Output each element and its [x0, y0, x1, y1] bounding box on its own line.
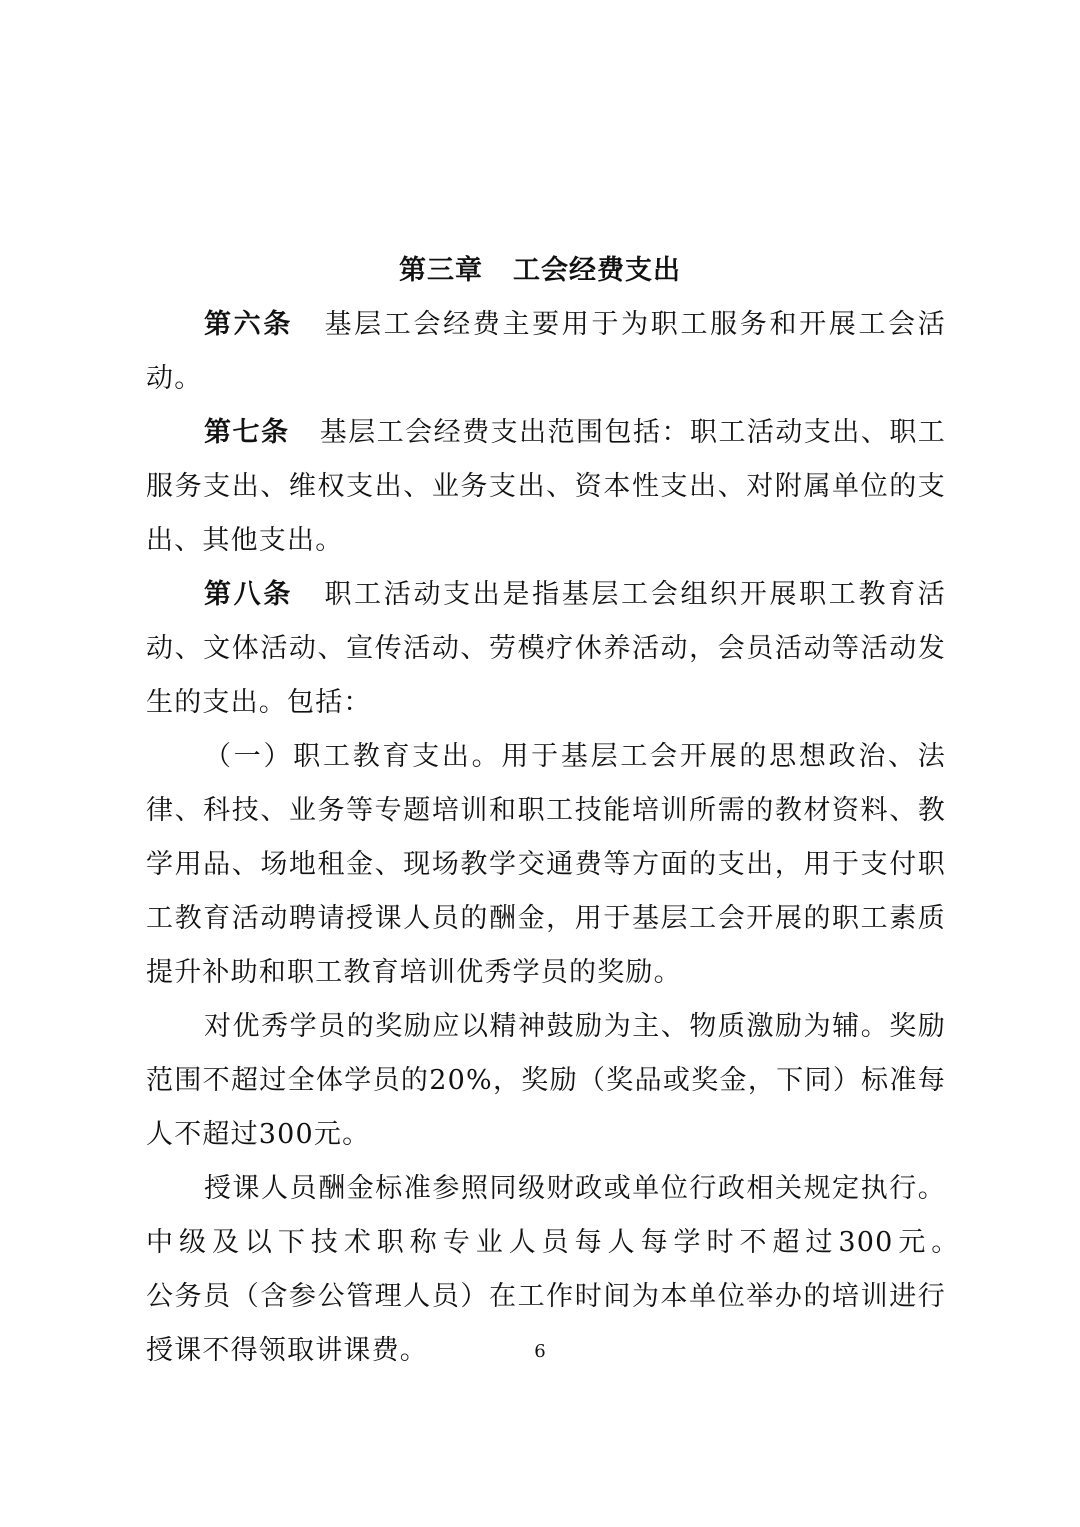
article-text: 职工活动支出是指基层工会组织开展职工教育活动、文体活动、宣传活动、劳模疗休养活动，会员活动等活动发生的支出。包括： [146, 579, 946, 718]
article-label: 第八条 [204, 579, 293, 610]
article-paragraph-8 [146, 568, 946, 730]
chapter-heading [0, 244, 1080, 298]
chapter-title-text: 工会经费支出 [513, 255, 681, 286]
article-label: 第七条 [204, 417, 290, 448]
reward-rule-paragraph [146, 1000, 946, 1162]
article-text: 基层工会经费主要用于为职工服务和开展工会活动。 [146, 309, 946, 394]
article-paragraph-6 [146, 298, 946, 406]
sub-item-paragraph [146, 730, 946, 1000]
article-label: 第六条 [204, 309, 293, 340]
paragraph-text: 授课人员酬金标准参照同级财政或单位行政相关规定执行。中级及以下技术职称专业人员每人每学时不超过300元。 公务员（含参公管理人员）在工作时间为本单位举办的培训进行授课不得领取讲课费。 [146, 1173, 1031, 1366]
chapter-number: 第三章 [399, 255, 483, 286]
paragraph-text: 对优秀学员的奖励应以精神鼓励为主、物质激励为辅。奖励范围不超过全体学员的20%，奖励（奖品或奖金，下同）标准每人不超过300元。 [146, 1011, 946, 1150]
document-body [146, 298, 1031, 1378]
page-number: 6 [534, 1341, 546, 1362]
paragraph-text: （一）职工教育支出。用于基层工会开展的思想政治、法律、科技、业务等专题培训和职工技能培训所需的教材资料、教学用品、场地租金、现场教学交通费等方面的支出，用于支付职工教育活动聘请授课人员的酬金，用于基层工会开展的职工素质提升补助和职工教育培训优秀学员的奖励。 [146, 741, 946, 988]
article-text: 基层工会经费支出范围包括：职工活动支出、职工服务支出、维权支出、业务支出、资本性支出、对附属单位的支出、其他支出。 [146, 417, 946, 556]
article-paragraph-7 [146, 406, 946, 568]
